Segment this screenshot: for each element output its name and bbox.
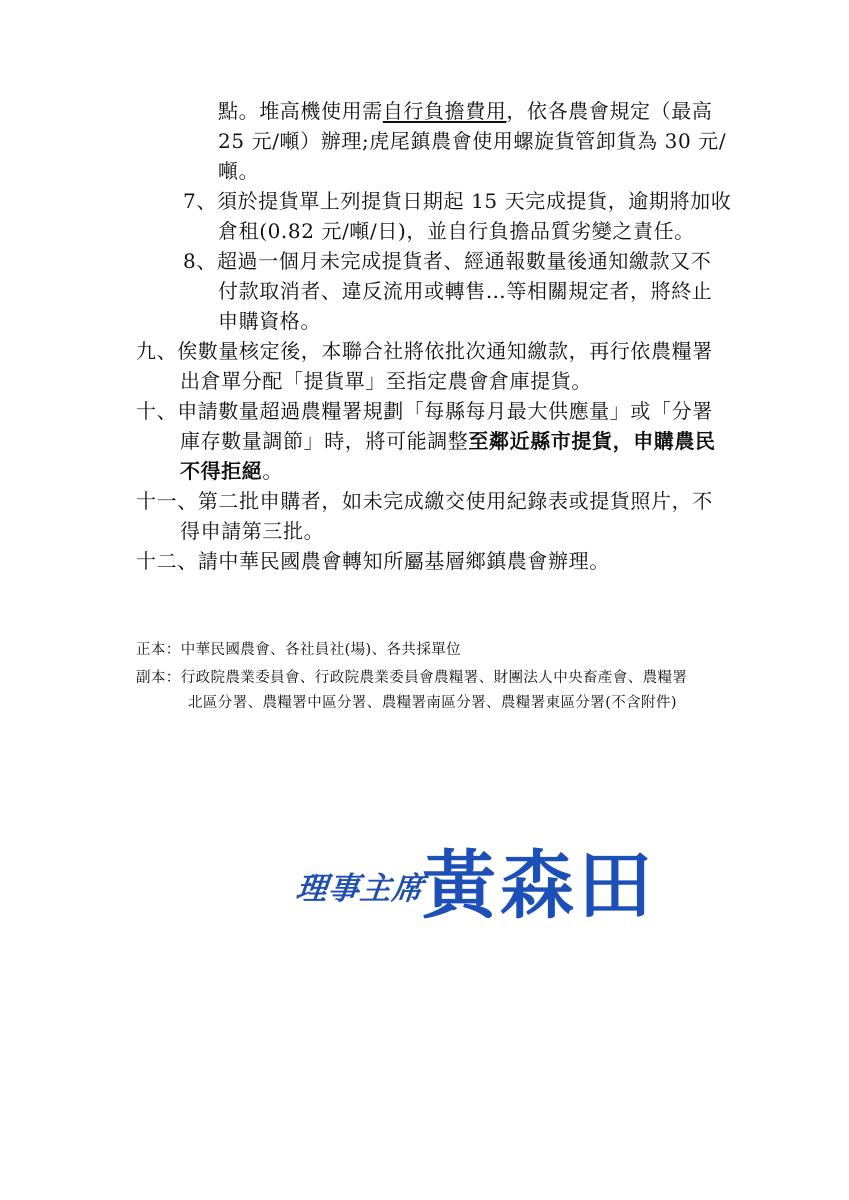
item-7-number: 7、 [183,189,217,213]
item-10-number: 十、 [136,399,178,423]
body-line-continuation-2: 25 元/噸）辦理;虎尾鎮農會使用螺旋貨管卸貨為 30 元/ [218,129,727,153]
item-9-number: 九、 [136,339,178,363]
item-10-line-2 [180,426,716,456]
item-8-text: 超過一個月未完成提貨者、經通報數量後通知繳款又不 [216,249,712,273]
signature-name: 黃森田 [422,843,656,929]
item-9-line-2: 出倉單分配「提貨單」至指定農會倉庫提貨。 [180,369,592,393]
item-8-line-1 [183,246,711,276]
item-12-text: 請中華民國農會轉知所屬基層鄉鎮農會辦理。 [197,549,610,573]
item-8-number: 8、 [183,249,217,273]
item-11-number: 十一、 [136,489,198,513]
item-7-line-2: 倉租(0.82 元/噸/日)，並自行負擔品質劣變之責任。 [218,219,695,243]
item-12-line-1 [136,546,610,576]
item-7-text: 須於提貨單上列提貨日期起 15 天完成提貨，逾期將加收 [216,189,732,213]
continuation-text-end: ，依各農會規定（最高 [506,99,713,123]
copy-recipients-line-2: 北區分署、農糧署中區分署、農糧署南區分署、農糧署東區分署(不含附件) [188,695,677,711]
chairman-signature [296,838,686,942]
original-recipients: 中華民國農會、各社員社(場)、各共採單位 [180,642,462,658]
item-10-text: 申請數量超過農糧署規劃「每縣每月最大供應量」或「分署 [177,399,713,423]
body-line-continuation-3: 噸。 [218,159,260,183]
item-10-text-start: 庫存數量調節」時，將可能調整 [180,429,469,453]
item-10-text-end: 。 [262,459,284,483]
item-11-text: 第二批申購者，如未完成繳交使用紀錄表或提貨照片，不 [197,489,713,513]
body-line-continuation-1 [218,96,712,126]
item-8-line-3: 申購資格。 [218,309,321,333]
item-10-line-1 [136,396,713,426]
item-10-bold-phrase-end: 不得拒絕 [180,459,263,483]
item-7-line-1 [183,186,731,216]
original-label: 正本： [136,642,181,658]
continuation-text: 點。堆高機使用需 [218,99,383,123]
item-10-line-3 [180,456,283,486]
copy-recipients-1: 行政院農業委員會、行政院農業委員會農糧署、財團法人中央畜產會、農糧署 [180,670,688,686]
signature-title: 理事主席 [294,871,426,907]
underlined-phrase: 自行負擔費用 [382,99,507,123]
copy-label: 副本： [136,670,181,686]
copy-recipients-line-1 [136,667,687,689]
original-recipients-line [136,639,461,661]
item-9-text: 俟數量核定後，本聯合社將依批次通知繳款，再行依農糧署 [177,339,713,363]
item-12-number: 十二、 [136,549,198,573]
item-11-line-2: 得申請第三批。 [180,519,325,543]
item-11-line-1 [136,486,713,516]
item-10-bold-phrase: 至鄰近縣市提貨，申購農民 [468,429,716,453]
item-9-line-1 [136,336,713,366]
item-8-line-2: 付款取消者、違反流用或轉售…等相關規定者，將終止 [218,279,713,303]
